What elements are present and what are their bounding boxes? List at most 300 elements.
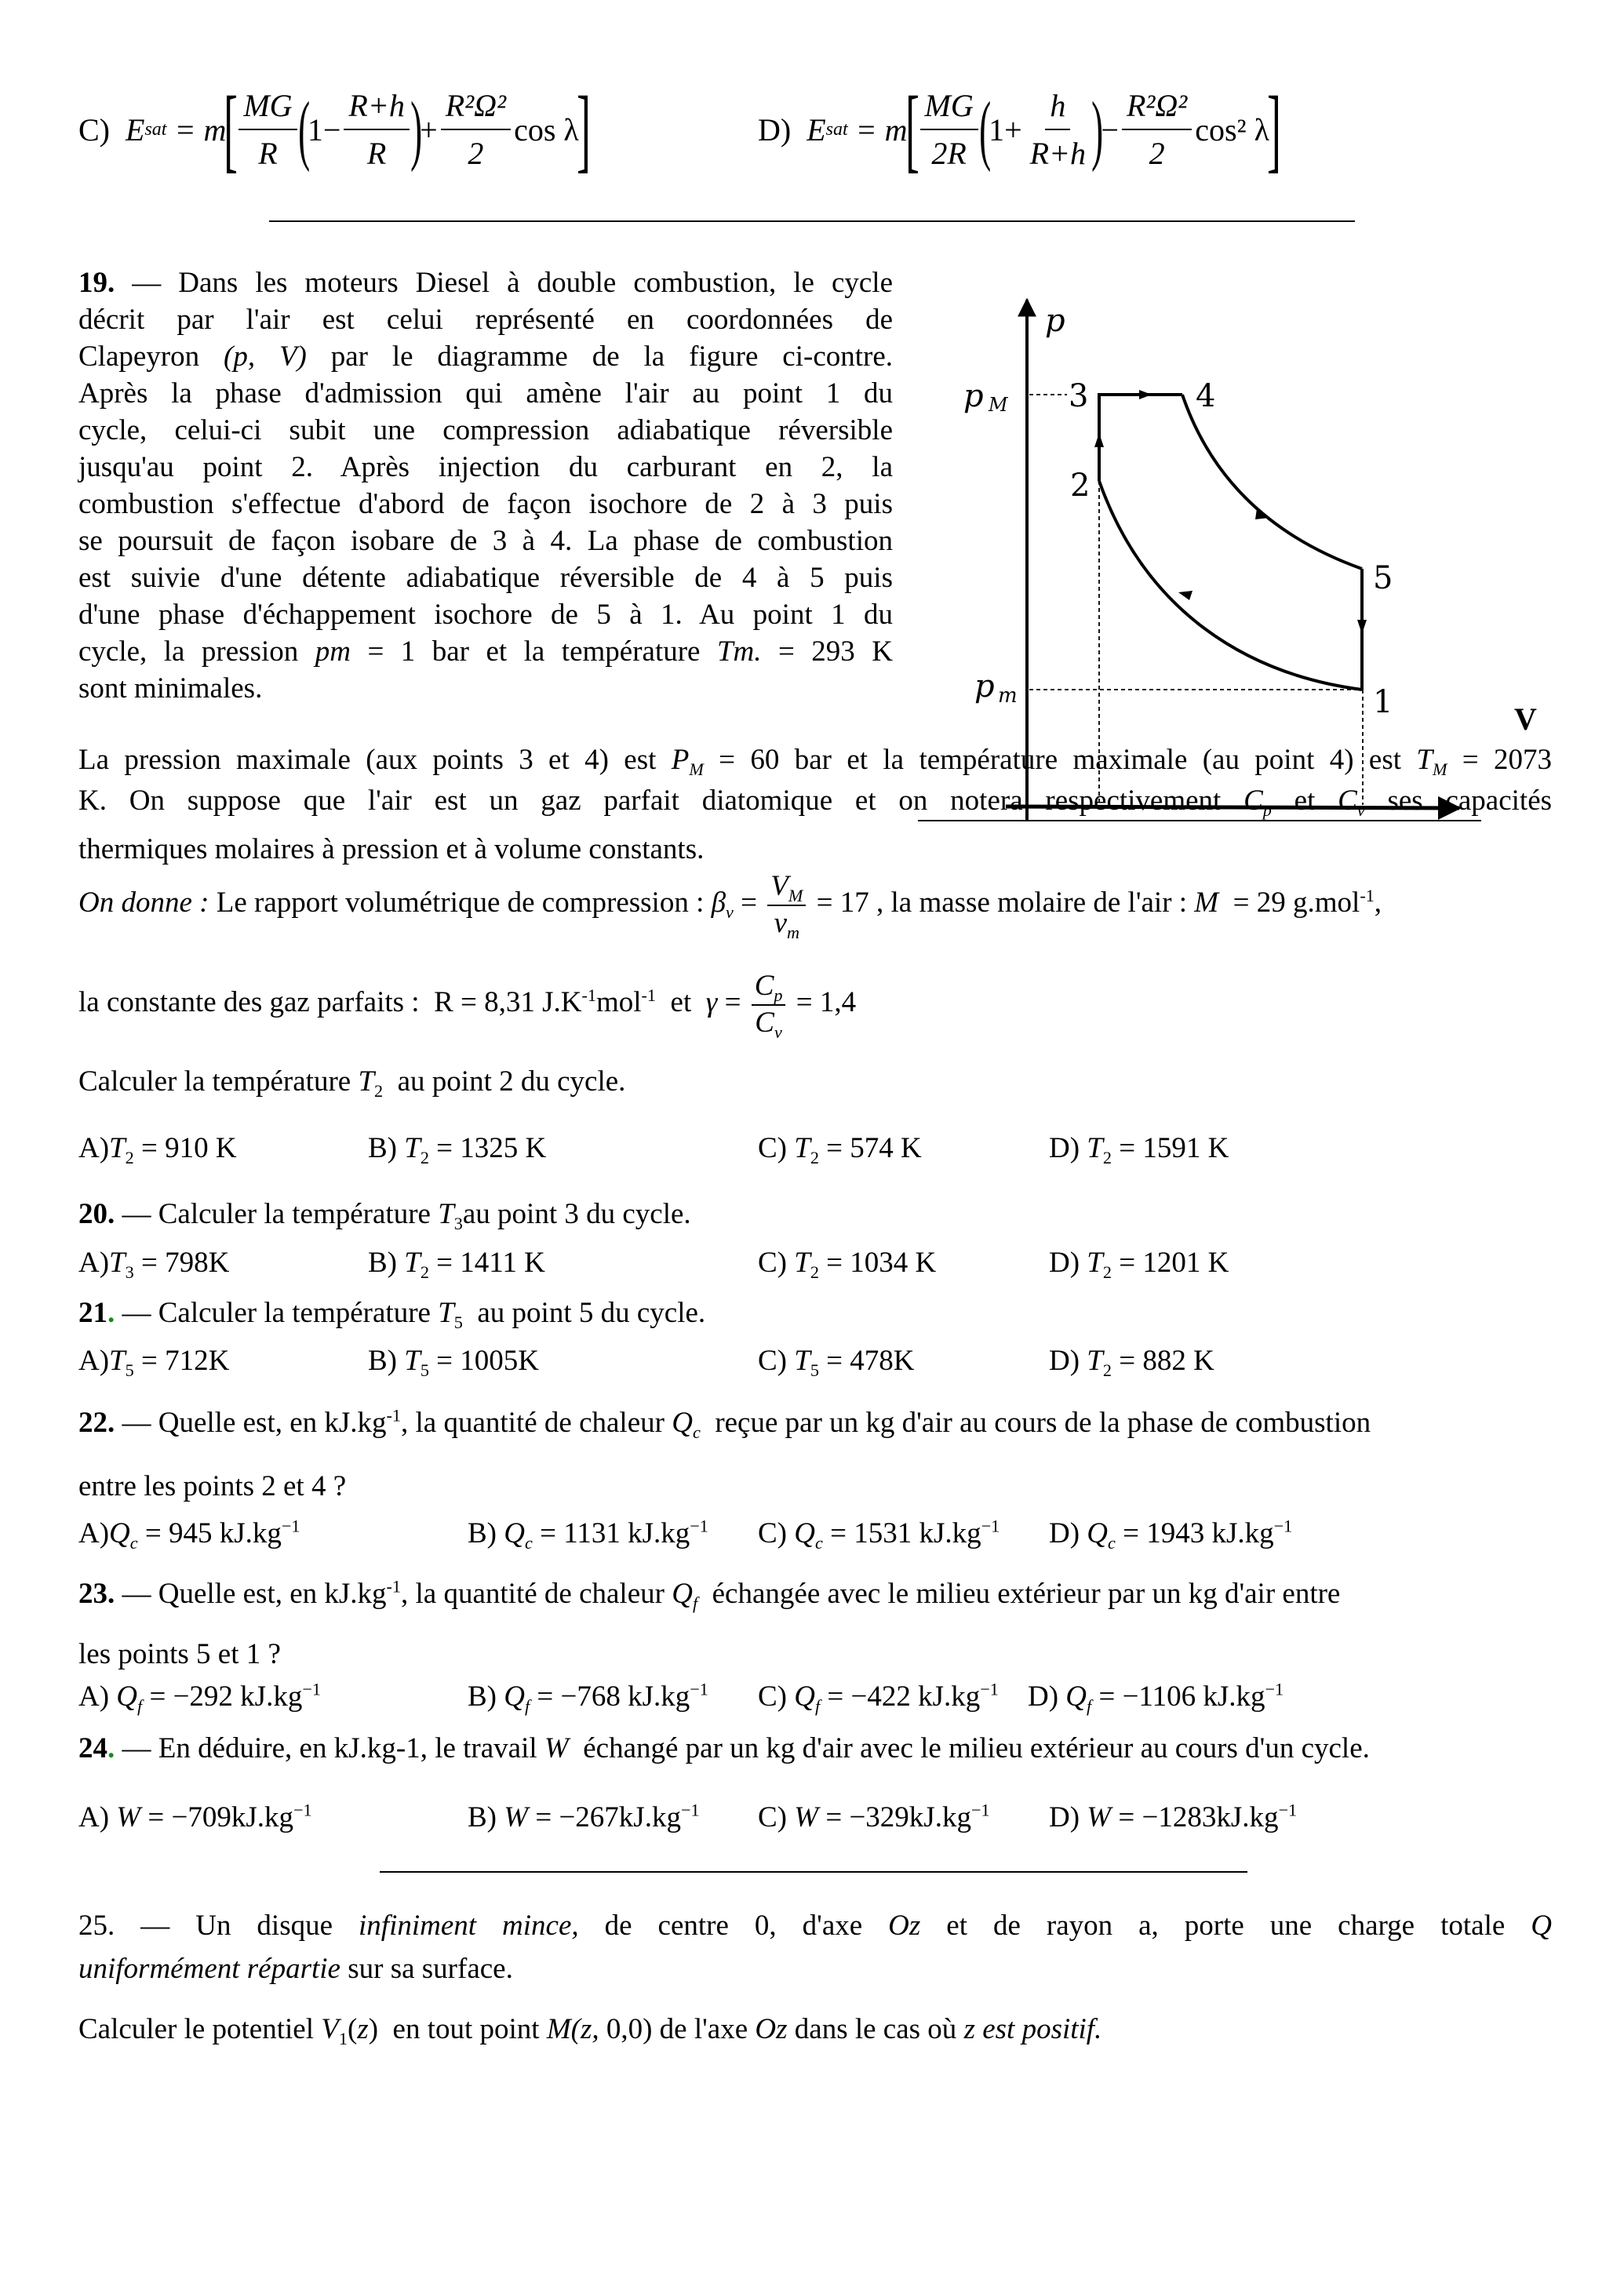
text-segment: et de rayon a, porte une charge totale	[920, 1910, 1531, 1942]
data-line	[78, 831, 704, 868]
answer-option-c[interactable]	[758, 1799, 990, 1836]
text-segment: B)	[368, 1247, 405, 1279]
text-segment: T	[794, 1247, 810, 1279]
data-line	[78, 741, 1552, 778]
text-segment: A)	[78, 1801, 117, 1833]
text-segment: = 60 bar et la température maximale (au point 4) est	[703, 744, 1417, 776]
text-segment: par le diagramme de la figure ci-contre.	[306, 340, 894, 373]
formula-symbol: E	[807, 111, 826, 147]
fraction	[920, 87, 978, 172]
answer-option-d[interactable]	[1049, 1244, 1229, 1281]
data-line	[78, 782, 1552, 819]
text-segment: f	[524, 1695, 530, 1716]
text-segment: uniformément répartie	[78, 1953, 340, 1985]
text-segment: thermiques molaires à pression et à volume constants.	[78, 833, 705, 865]
text-segment: 3	[125, 1262, 134, 1282]
q24-question	[78, 1730, 1370, 1767]
text-segment: Q	[672, 1578, 693, 1610]
text-segment: se poursuit de façon isobare de 3 à 4. La phase de combustion	[78, 525, 893, 557]
answer-option-b[interactable]	[368, 1130, 546, 1167]
text-segment: 2	[125, 1147, 134, 1167]
text-segment: = 574 K	[818, 1132, 922, 1164]
text-segment: W	[116, 1801, 141, 1833]
section-divider	[380, 1871, 1247, 1873]
answer-option-c[interactable]	[758, 1678, 999, 1715]
text-segment: T	[109, 1247, 126, 1279]
text-segment: −1	[1278, 1800, 1298, 1820]
text-segment: T	[404, 1132, 421, 1164]
text-segment: A)	[78, 1247, 110, 1279]
text-segment: V	[770, 870, 788, 902]
text-segment: A)	[78, 1680, 117, 1713]
text-segment: = −329kJ.kg	[818, 1801, 971, 1833]
text-segment: T	[1087, 1345, 1103, 1377]
formula-symbol: = m	[166, 111, 227, 147]
numerator: MG	[920, 87, 978, 130]
text-segment: B)	[468, 1801, 504, 1833]
formula-term: cos λ	[514, 111, 579, 147]
q19-question	[78, 1063, 625, 1100]
text-segment: cycle, la pression	[78, 635, 315, 668]
text-segment: 5	[810, 1360, 819, 1380]
text-segment: P	[671, 744, 690, 776]
text-segment: −1	[1265, 1679, 1284, 1699]
isochore-isobare	[1099, 395, 1182, 481]
text-segment: 2	[420, 1262, 429, 1282]
q25-line	[78, 1907, 1552, 1944]
text-segment: Après la phase d'admission qui amène l'air au point 1 du	[78, 377, 893, 410]
text-segment: B)	[468, 1680, 504, 1713]
point-1-label: 1	[1373, 684, 1393, 720]
text-segment: 5	[420, 1360, 429, 1380]
text-segment: γ	[705, 986, 718, 1019]
text-segment: T	[1087, 1132, 1103, 1164]
text-segment: T	[794, 1132, 810, 1164]
text-segment: = 17 , la masse molaire de l'air :	[809, 887, 1195, 919]
text-segment: = 2073	[1447, 744, 1552, 776]
text-segment: les points 5 et 1 ?	[78, 1638, 281, 1670]
text-segment: au point 5 du cycle.	[462, 1297, 706, 1329]
text-segment: — Calculer la température	[115, 1297, 439, 1329]
text-segment: 2	[420, 1147, 429, 1167]
right-bracket: ]	[576, 77, 591, 181]
text-segment: W	[544, 1732, 569, 1764]
text-segment: −1	[980, 1679, 999, 1699]
text-segment: pm	[315, 635, 351, 668]
q19-line	[78, 633, 893, 670]
text-segment: 25. — Un disque	[78, 1910, 359, 1942]
text-segment: −1	[1273, 1516, 1293, 1536]
text-segment: D)	[1028, 1680, 1066, 1713]
text-segment: sont minimales.	[78, 672, 263, 705]
answer-option-a[interactable]	[78, 1515, 300, 1552]
text-segment: T	[404, 1345, 421, 1377]
numerator: MG	[239, 87, 297, 130]
text-segment: = 798K	[133, 1247, 230, 1279]
text-segment: combustion s'effectue d'abord de façon isochore de 2 à 3 puis	[78, 488, 893, 520]
text-segment: 2	[810, 1147, 819, 1167]
text-segment: = −768 kJ.kg	[530, 1680, 690, 1713]
text-segment: T	[109, 1132, 126, 1164]
answer-option-c[interactable]	[758, 1342, 915, 1379]
q19-line	[78, 596, 893, 633]
text-segment: T	[438, 1297, 454, 1329]
text-segment: infiniment mince,	[359, 1910, 579, 1942]
text-segment: = −292 kJ.kg	[142, 1680, 303, 1713]
text-segment: en tout point	[378, 2013, 547, 2045]
q21-answers	[0, 1342, 1624, 1382]
q24-answers	[0, 1799, 1624, 1838]
text-segment: c	[692, 1422, 701, 1442]
text-segment: ses capacités	[1364, 785, 1553, 817]
text-segment: = 29 g.mol	[1218, 887, 1360, 919]
text-segment: et	[656, 986, 706, 1019]
text-segment: échangée avec le milieu extérieur par un kg d'air entre	[697, 1578, 1341, 1610]
formula-symbol: = m	[847, 111, 908, 147]
text-segment: −1	[281, 1516, 300, 1536]
text-segment: La pression maximale (aux points 3 et 4) est	[78, 744, 672, 776]
text-segment: Q	[109, 1517, 130, 1549]
text-segment: β	[711, 887, 726, 919]
text-segment: −1	[690, 1516, 708, 1536]
text-segment: c	[129, 1532, 138, 1553]
text-segment: C)	[758, 1801, 795, 1833]
formula-term: cos² λ	[1195, 111, 1269, 147]
text-segment: = 1531 kJ.kg	[822, 1517, 981, 1549]
text-segment: et	[1271, 785, 1338, 817]
answer-option-d[interactable]	[1049, 1130, 1229, 1167]
text-segment: = −267kJ.kg	[528, 1801, 681, 1833]
fraction	[441, 87, 511, 172]
text-segment: reçue par un kg d'air au cours de la phase de combustion	[700, 1407, 1371, 1439]
text-segment: Clapeyron	[78, 340, 224, 373]
text-segment: v	[1356, 799, 1365, 820]
text-segment: .	[107, 1297, 115, 1329]
numerator: h	[1045, 87, 1070, 130]
text-segment: −1	[690, 1679, 708, 1699]
text-segment: C	[1243, 785, 1263, 817]
text-segment: est suivie d'une détente adiabatique réversible de 4 à 5 puis	[78, 562, 893, 594]
direction-arrows	[1094, 390, 1367, 634]
text-segment: entre les points 2 et 4 ?	[78, 1470, 347, 1502]
numerator: R+h	[344, 87, 409, 130]
text-segment: v	[774, 906, 788, 939]
numerator: R²Ω²	[1122, 87, 1192, 130]
text-segment: −1	[981, 1516, 1000, 1536]
text-segment: Tm.	[716, 635, 762, 668]
text-segment: A)	[78, 1517, 110, 1549]
text-segment: = −1283kJ.kg	[1111, 1801, 1279, 1833]
text-segment: — Calculer la température	[115, 1198, 439, 1230]
text-segment: )	[368, 2013, 379, 2045]
text-segment: = 1591 K	[1111, 1132, 1229, 1164]
fraction	[1025, 87, 1091, 172]
text-segment: = 1411 K	[428, 1247, 545, 1279]
text-segment: A)	[78, 1345, 110, 1377]
text-segment: = 882 K	[1111, 1345, 1214, 1377]
text-segment: échangé par un kg d'air avec le milieu extérieur au cours d'un cycle.	[568, 1732, 1370, 1764]
q25-question	[78, 2011, 1101, 2048]
q20-question	[78, 1196, 691, 1233]
text-segment: C)	[758, 1345, 795, 1377]
answer-option-b[interactable]	[468, 1678, 708, 1715]
text-segment: W	[794, 1801, 819, 1833]
text-segment: T	[358, 1065, 375, 1098]
formula-option-d: D) E sat = m [ $\frac{MG}{2R}$ ( 1+ $\frac{h}{R+h}$ ) − $\frac{\text{R²Ω²}}{2}$ cos² λ ]	[758, 77, 1281, 181]
text-segment: C)	[758, 1132, 795, 1164]
text-segment: = 1943 kJ.kg	[1115, 1517, 1274, 1549]
text-segment: D)	[1049, 1132, 1087, 1164]
text-segment: v	[726, 901, 734, 922]
section-divider	[269, 220, 1355, 222]
text-segment: Calculer la température	[78, 1065, 359, 1098]
point-4-label: 4	[1196, 378, 1216, 414]
text-segment: = 1325 K	[428, 1132, 547, 1164]
left-bracket: [	[905, 77, 919, 181]
text-segment: Q	[1087, 1517, 1109, 1549]
formula-symbol: E	[126, 111, 145, 147]
answer-option-c[interactable]	[758, 1244, 936, 1281]
text-segment: 5	[453, 1312, 463, 1332]
q23-question-cont	[78, 1636, 281, 1673]
text-segment: — Quelle est, en kJ.kg	[115, 1407, 387, 1439]
text-segment: D)	[1049, 1345, 1087, 1377]
q22-answers	[0, 1515, 1624, 1554]
text-segment: C	[754, 970, 774, 1002]
text-segment: = 478K	[818, 1345, 915, 1377]
denominator	[771, 906, 803, 940]
text-segment: M(z,	[546, 2013, 599, 2045]
point-5-label: 5	[1373, 560, 1393, 596]
text-segment: z est positif.	[963, 2013, 1102, 2045]
text-segment: c	[1108, 1532, 1116, 1553]
question-number: 19.	[78, 267, 115, 299]
answer-option-b[interactable]	[368, 1342, 539, 1379]
text-segment: au point 3 du cycle.	[462, 1198, 691, 1230]
text-segment: M	[689, 759, 704, 779]
text-segment: , la quantité de chaleur	[401, 1407, 672, 1439]
question-number: 24	[78, 1732, 107, 1764]
text-segment: -1	[386, 1576, 402, 1597]
text-segment: dans le cas où	[787, 2013, 964, 2045]
text-segment: D)	[1049, 1517, 1087, 1549]
answer-option-d[interactable]	[1049, 1799, 1297, 1836]
text-segment: Oz	[888, 1910, 921, 1942]
text-segment: = 1 bar et la température	[350, 635, 717, 668]
question-number: 21	[78, 1297, 107, 1329]
q19-line	[78, 670, 262, 707]
q21-question	[78, 1294, 705, 1331]
point-2-label: 2	[1070, 468, 1091, 504]
text-segment: .	[107, 1732, 115, 1764]
text-segment: V	[321, 2013, 339, 2045]
answer-option-a[interactable]	[78, 1799, 312, 1836]
text-segment: C	[755, 1006, 774, 1039]
text-segment: T	[404, 1247, 421, 1279]
text-segment: W	[1087, 1801, 1112, 1833]
text-segment: K. On suppose que l'air est un gaz parfait diatomique et on notera respectivement	[78, 785, 1244, 817]
text-segment: C)	[758, 1517, 795, 1549]
text-segment: Q	[504, 1517, 525, 1549]
q19-answers	[0, 1130, 1624, 1169]
text-segment: 2	[1102, 1360, 1112, 1380]
text-segment: 0,0) de l'axe	[599, 2013, 756, 2045]
q19-line	[78, 338, 893, 375]
denominator: R	[366, 136, 387, 171]
answer-option-d[interactable]	[1049, 1342, 1214, 1379]
pmin-label: p	[974, 668, 995, 705]
inline-fraction	[767, 870, 806, 942]
denominator: 2	[1149, 136, 1165, 171]
answer-option-b[interactable]	[368, 1244, 545, 1281]
text-segment: sur sa surface.	[340, 1953, 513, 1985]
answer-option-b[interactable]	[468, 1515, 708, 1552]
q19-line	[78, 559, 893, 596]
text-segment: C	[1338, 785, 1357, 817]
adiabatic-compression	[1099, 481, 1362, 690]
answer-option-d[interactable]	[1049, 1515, 1292, 1552]
text-segment: 5	[125, 1360, 134, 1380]
q25-line	[78, 1950, 513, 1987]
numerator	[752, 970, 786, 1006]
text-segment: T	[109, 1345, 126, 1377]
data-line	[78, 870, 1382, 942]
text-segment: 2	[1102, 1262, 1112, 1282]
text-segment: M	[1194, 887, 1219, 919]
text-segment: 2	[374, 1080, 384, 1101]
text-segment: de centre 0, d'axe	[578, 1910, 889, 1942]
answer-option-c[interactable]	[758, 1515, 1000, 1552]
text-segment: = 1034 K	[818, 1247, 937, 1279]
text-segment: −1	[302, 1679, 321, 1699]
text-segment: M	[1432, 759, 1447, 779]
text-segment: C)	[758, 1680, 795, 1713]
text-segment: p	[774, 985, 783, 1005]
pmin-subscript: m	[998, 684, 1018, 708]
text-segment: M	[788, 885, 803, 905]
text-segment: −1	[680, 1800, 700, 1820]
denominator: 2R	[931, 136, 967, 171]
left-bracket: [	[224, 77, 239, 181]
q19-line	[78, 412, 893, 449]
text-segment: = 1201 K	[1111, 1247, 1229, 1279]
q19-line	[78, 449, 893, 486]
text-segment: au point 2 du cycle.	[383, 1065, 626, 1098]
adiabatic-expansion	[1182, 395, 1362, 569]
text-segment: Le rapport volumétrique de compression :	[209, 887, 712, 919]
q22-question-cont	[78, 1468, 346, 1505]
text-segment: =	[717, 986, 748, 1019]
fraction	[239, 87, 297, 172]
inline-fraction	[752, 970, 786, 1042]
formula-term: 1+	[989, 111, 1022, 147]
v-axis-label: V	[1514, 701, 1537, 737]
q22-question	[78, 1404, 1371, 1441]
fraction	[1122, 87, 1192, 172]
text-segment: 2	[1102, 1147, 1112, 1167]
left-paren: (	[978, 86, 991, 173]
answer-option-d[interactable]	[1028, 1678, 1284, 1715]
text-segment: = −422 kJ.kg	[820, 1680, 981, 1713]
formula-option-c: C) E sat = m [ $\frac{MG}{R}$ ( 1− $\frac{R+h}{R}$ ) + $\frac{\text{R²Ω²}}{2}$ cos λ ]	[78, 77, 591, 181]
answer-option-a[interactable]	[78, 1342, 229, 1379]
q19-line	[78, 486, 893, 523]
cycle-path	[1099, 395, 1362, 690]
text-segment: c	[524, 1532, 533, 1553]
text-segment: B)	[368, 1345, 405, 1377]
numerator	[767, 871, 806, 906]
text-segment: (p, V)	[224, 340, 307, 373]
text-segment: v	[774, 1021, 782, 1042]
q20-answers	[0, 1244, 1624, 1284]
formula-operator: +	[420, 111, 438, 147]
q19-line	[78, 264, 893, 301]
text-segment: Q	[672, 1407, 693, 1439]
text-segment: Q	[504, 1680, 525, 1713]
text-segment: = −1106 kJ.kg	[1091, 1680, 1265, 1713]
fraction	[344, 87, 409, 172]
denominator: 2	[468, 136, 484, 171]
formula-operator: −	[1101, 111, 1119, 147]
text-segment: jusqu'au point 2. Après injection du carburant en 2, la	[78, 451, 893, 483]
text-segment: = 1005K	[428, 1345, 540, 1377]
text-segment: T	[438, 1198, 454, 1230]
text-segment: T	[1416, 744, 1433, 776]
point-3-label: 3	[1069, 378, 1089, 414]
text-segment: B)	[468, 1517, 504, 1549]
text-segment: −1	[293, 1800, 312, 1820]
text-segment: = 910 K	[133, 1132, 237, 1164]
answer-option-a[interactable]	[78, 1678, 321, 1715]
text-segment: -1	[386, 1405, 402, 1426]
text-segment: 2	[810, 1262, 819, 1282]
text-segment: — En déduire, en kJ.kg-1, le travail	[115, 1732, 544, 1764]
text-segment: m	[787, 922, 800, 942]
q23-answers	[0, 1678, 1624, 1717]
text-segment: -1	[581, 985, 596, 1005]
denominator: R+h	[1029, 136, 1087, 171]
text-segment: f	[137, 1695, 143, 1716]
p-axis-label: p	[1045, 303, 1065, 339]
text-segment: Q	[794, 1680, 815, 1713]
text-segment: f	[814, 1695, 821, 1716]
text-segment: -1	[1360, 885, 1375, 905]
text-segment: D)	[1049, 1247, 1087, 1279]
text-segment: cycle, celui-ci subit une compression adiabatique réversible	[78, 414, 893, 446]
text-segment: Q	[1531, 1910, 1552, 1942]
q19-line	[78, 301, 893, 338]
text-segment: Q	[794, 1517, 815, 1549]
pmax-subscript: M	[989, 394, 1008, 416]
text-segment: z	[357, 2013, 369, 2045]
left-paren: (	[297, 86, 310, 173]
text-segment: B)	[368, 1132, 405, 1164]
question-number: 20.	[78, 1198, 115, 1230]
text-segment: = −709kJ.kg	[140, 1801, 294, 1833]
answer-option-a[interactable]	[78, 1244, 229, 1281]
text-segment: p	[1262, 799, 1272, 820]
text-segment: , la quantité de chaleur	[401, 1578, 672, 1610]
text-segment: la constante des gaz parfaits : R = 8,31 J.K	[78, 986, 582, 1019]
answer-option-b[interactable]	[468, 1799, 700, 1836]
text-segment: On donne :	[78, 887, 209, 919]
answer-option-c[interactable]	[758, 1130, 922, 1167]
text-segment: -1	[641, 985, 657, 1005]
text-segment: T	[1087, 1247, 1103, 1279]
right-bracket: ]	[1266, 77, 1281, 181]
text-segment: = 712K	[133, 1345, 230, 1377]
answer-option-a[interactable]	[78, 1130, 237, 1167]
